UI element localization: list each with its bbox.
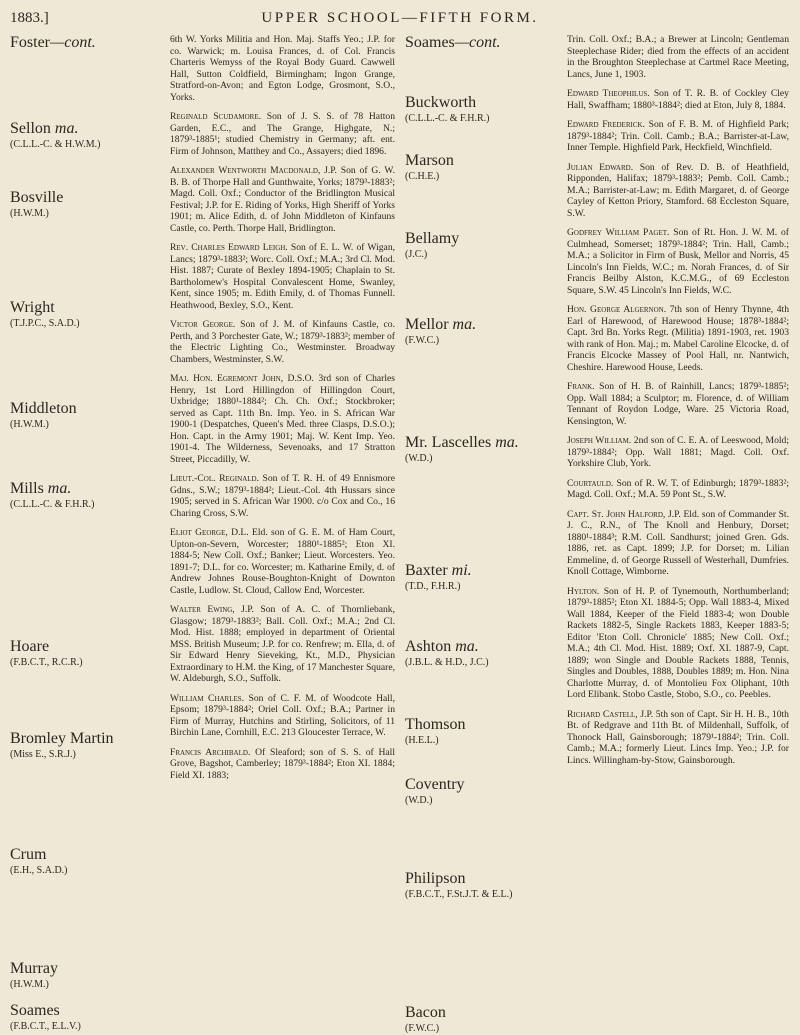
name-label: Mills ma. (C.L.L.-C. & F.H.R.) bbox=[10, 480, 95, 510]
page-title: UPPER SCHOOL—FIFTH FORM. bbox=[261, 10, 539, 26]
name-label: Ashton ma. (J.B.L. & H.D., J.C.) bbox=[405, 638, 489, 668]
name-label: Thomson (H.E.L.) bbox=[405, 716, 466, 746]
name-label: Wright (T.J.P.C., S.A.D.) bbox=[10, 299, 80, 329]
name-label: Bromley Martin (Miss E., S.R.J.) bbox=[10, 730, 114, 760]
entry-paragraph: Courtauld. Son of R. W. T. of Edinburgh; 1879³-1883²; Magd. Coll. Oxf.; M.A. 59 Pont St., S.W. bbox=[567, 477, 789, 500]
entry-paragraph: William Charles. Son of C. F. M. of Woodcote Hall, Epsom; 1879³-1884²; Oriel Coll. Oxf.; B.A.; Partner in Firm of Murray, Hutchins and Stirling, Solicitors, of 11 Birchin Lane, Cornhill, E.C. 213 Gloucester Terrace, W. bbox=[170, 692, 395, 738]
name-label: Soames (F.B.C.T., E.L.V.) bbox=[10, 1002, 81, 1032]
name-label: Baxter mi. (T.D., F.H.R.) bbox=[405, 562, 472, 592]
entry-paragraph: Rev. Charles Edward Leigh. Son of E. L. W. of Wigan, Lancs; 1879³-1883²; Worc. Coll. Oxf.; M.A.; 3rd Cl. Mod. Hist. 1887; Curate of Bexley 1894-1905; Chaplain to St. Bartholomew's Hospital Convalescent Home, Swanley, Kent, since 1905; m. Edith Emily, d. of Thomas Funnell. Heathwood, Bexley, S.O., Kent. bbox=[170, 242, 396, 311]
name-label: Foster—cont. bbox=[10, 34, 96, 51]
entry-paragraph: Capt. St. John Halford, J.P. Eld. son of Commander St. J. C., R.N., of The Knoll and Henbury, Dorset; 1880¹-1884³; R.M. Coll. Sandhurst; joined Gren. Gds. 1886, ret. as Capt. 1899; J.P. for Dorset; m. Lilian Emmeline, d. of George Russell of Westerhall, Dumfries. Knoll Cottage, Wimborne. bbox=[567, 508, 789, 577]
name-label: Philipson (F.B.C.T., F.St.J.T. & E.L.) bbox=[405, 870, 513, 900]
entry-paragraph: Edward Theophilus. Son of T. R. B. of Cockley Cley Hall, Swaffham; 1880³-1884²; died at Eton, July 8, 1884. bbox=[567, 88, 789, 111]
entry-paragraph: Alexander Wentworth Macdonald, J.P. Son of G. W. B. B. of Thorpe Hall and Gunthwaite, Yorks; 1879³-1883²; Magd. Coll. Oxf.; Conductor of the Bridlington Musical Festival; J.P. for E. Riding of Yorks, High Sheriff of Yorks 1901; m. Alice Edith, d. of John Middleton of Kinfauns Castle, co. Perth. Thorpe Hall, Bridlington. bbox=[170, 165, 395, 234]
name-label: Hoare (F.B.C.T., R.C.R.) bbox=[10, 638, 83, 668]
entry-paragraph: Trin. Coll. Oxf.; B.A.; a Brewer at Lincoln; Gentleman Steeplechase Rider; died from the effects of an accident in the Broughton Steeplechase at Cartmel Race Meeting, Lancs, June 1, 1903. bbox=[567, 34, 789, 80]
name-label: Coventry (W.D.) bbox=[405, 776, 465, 806]
entry-paragraph: Francis Archibald. Of Sleaford; son of S. S. of Hall Grove, Bagshot, Camberley; 1879³-1884²; Eton XI. 1884; Field XI. 1883; bbox=[170, 746, 395, 781]
name-label: Mr. Lascelles ma. (W.D.) bbox=[405, 434, 519, 464]
left-entries-column bbox=[170, 34, 395, 789]
page-header bbox=[0, 10, 800, 30]
entry-paragraph: Joseph William. 2nd son of C. E. A. of Leeswood, Mold; 1879³-1884²; Opp. Wall 1881; Magd. Coll. Oxf. Yorkshire Club, York. bbox=[567, 435, 789, 469]
entry-paragraph: Maj. Hon. Egremont John, D.S.O. 3rd son of Charles Henry, 1st Lord Hillingdon of Hillingdon Court, Uxbridge; 1880¹-1884²; Ch. Ch. Oxf.; Stockbroker; served as Capt. 11th Bn. Imp. Yeo. in S. African War 1900-1 (Despatches, Queen's Med. three Clasps, D.S.O.); Hon. Capt. in the Army 1901; Maj. W. Kent Imp. Yeo. 1901-4. The Wilderness, Sevenoaks, and 17 Stratton Street, Piccadilly, W. bbox=[170, 373, 395, 465]
entry-paragraph: Julian Edward. Son of Rev. D. B. of Heathfield, Ripponden, Halifax; 1879³-1883²; Pemb. Coll. Camb.; M.A.; Barrister-at-Law; m. Edith Margaret, d. of George Cayley of Ketton Priory, Stamford. 68 Eccleston Square, S.W. bbox=[567, 161, 789, 219]
name-label: Crum (E.H., S.A.D.) bbox=[10, 846, 68, 876]
name-label: Middleton (H.W.M.) bbox=[10, 400, 77, 430]
name-label: Bosville (H.W.M.) bbox=[10, 189, 64, 219]
entry-paragraph: Hylton. Son of H. P. of Tynemouth, Northumberland; 1879³-1885²; Eton XI. 1884-5; Opp. Wall 1883-4, Mixed Wall 1884, Keeper of the Field 1883-4; won Double Rackets 1882-5, Single Rackets 1883, Keeper 1883-5; Editor 'Eton Coll. Chronicle' 1885; New Coll. Oxf.; M.A.; 4th Cl. Mod. Hist. 1889; Oxf. XI. 1887-9, Capt. 1889; won Single and Double Rackets 1888, Tennis, Singles and Doubles, 1888, Doubles 1889; m. Hon. Nina Charlotte Murray, d. of Montolieu Fox Oliphant, 10th Lord Elibank. Stobo Castle, Stobo, S.O., co. Peebles. bbox=[567, 585, 789, 700]
entry-paragraph: Walter Ewing, J.P. Son of A. C. of Thornliebank, Glasgow; 1879³-1883²; Ball. Coll. Oxf.; M.A.; 2nd Cl. Mod. Hist. 1888; employed in department of Oriental MSS. British Museum; J.P. for co. Renfrew; m. Ella, d. of Sir Edward Henry Sieveking, Kt., M.D., Physician Extraordinary to H.M. the King, of 17 Manchester Square, W. Aldeburgh, S.O., Suffolk. bbox=[170, 604, 395, 684]
entry-paragraph: Hon. George Algernon. 7th son of Henry Thynne, 4th Earl of Harewood, of Harewood House; 1878³-1884²; Capt. 3rd Bn. Yorks Regt. (Militia) 1891-1903, ret. 1903 with rank of Hon. Maj.; m. Mabel Caroline Elcocke, d. of Francis Elcocke Massey of Pool Hall, nr. Nantwich, Cheshire. Harewood House, Leeds. bbox=[567, 304, 790, 373]
right-entries-column bbox=[567, 34, 789, 774]
name-label: Soames—cont. bbox=[405, 34, 501, 51]
entry-paragraph: Reginald Scudamore. Son of J. S. S. of 78 Hatton Garden, E.C., and The Grange, Highgate, N.; 1879³-1885¹; studied Chemistry in Germany; aft. ent. Firm of Johnson, Matthey and Co., Assayers; died 1896. bbox=[170, 111, 395, 157]
name-label: Buckworth (C.L.L.-C. & F.H.R.) bbox=[405, 94, 490, 124]
entry-paragraph: Lieut.-Col. Reginald. Son of T. R. H. of 49 Ennismore Gdns., S.W.; 1879³-1884²; Lieut.-Col. 4th Hussars since 1905; served in S. African War 1900. c/o Cox and Co., 16 Charing Cross, S.W. bbox=[170, 473, 395, 519]
entry-paragraph: Richard Castell, J.P. 5th son of Capt. Sir H. H. B., 10th Bt. of Redgrave and 11th Bt. of Mildenhall, Suffolk, of Thonock Hall, Gainsborough; 1879¹-1884²; Trin. Coll. Camb.; M.A.; formerly Lieut. Lincs Imp. Yeo.; J.P. for Lincs. Willingham-by-Stow, Gainsborough. bbox=[567, 708, 789, 766]
entry-paragraph: Eliot George, D.L. Eld. son of G. E. M. of Ham Court, Upton-on-Severn, Worcester; 1880¹-1885²; Eton XI. 1884-5; New Coll. Oxf.; Banker; Lieut. Worcesters. Yeo. 1891-7; D.L. for co. Worcester; m. Katharine Emily, d. of Andrew Johnes Rouse-Boughton-Knight of Downton Castle, Ludlow. St. Cloud, Callow End, Worcester. bbox=[170, 527, 395, 596]
name-label: Sellon ma. (C.L.L.-C. & H.W.M.) bbox=[10, 120, 101, 150]
entry-paragraph: Frank. Son of H. B. of Rainhill, Lancs; 1879³-1885²; Opp. Wall 1884; a Sculptor; m. Florence, d. of William Tennant of Roydon Lodge, Ware. 25 Victoria Road, Kensington, W. bbox=[567, 381, 789, 427]
name-label: Marson (C.H.E.) bbox=[405, 152, 454, 182]
entry-paragraph: Victor George. Son of J. M. of Kinfauns Castle, co. Perth, and 3 Porchester Gate, W.; 1879³-1883²; member of the Electric Lighting Co., Westminster. Broadway Chambers, Westminster, S.W. bbox=[170, 319, 396, 365]
entry-paragraph: Godfrey William Paget. Son of Rt. Hon. J. W. M. of Culmhead, Somerset; 1879³-1884²; Trin. Hall, Camb.; M.A.; a Solicitor in Firm of Busk, Mellor and Norris, 45 Lincoln's Inn Fields, W.C.; m. Norah Frances, d. of Sir Francis Beilby Alston, K.C.M.G., of 69 Eccleston Square, S.W. 45 Lincoln's Inn Fields, W.C. bbox=[567, 227, 790, 296]
entry-paragraph: Edward Frederick. Son of F. B. M. of Highfield Park; 1879³-1884²; Trin. Coll. Camb.; B.A.; Barrister-at-Law, Inner Temple. Highfield Park, Heckfield, Winchfield. bbox=[567, 119, 789, 153]
name-label: Mellor ma. (F.W.C.) bbox=[405, 316, 477, 346]
name-label: Bacon (F.W.C.) bbox=[405, 1004, 446, 1034]
page-year: 1883.] bbox=[10, 10, 49, 26]
entry-paragraph: 6th W. Yorks Militia and Hon. Maj. Staffs Yeo.; J.P. for co. Warwick; m. Louisa Frances, d. of Col. Francis Charteris Wemyss of the Royal Body Guard. Cawwell Hall, Sutton Coldfield, Birmingham; Ingon Grange, Stratford-on-Avon; and Egton Lodge, Grosmont, S.O., Yorks. bbox=[170, 34, 395, 103]
name-label: Bellamy (J.C.) bbox=[405, 230, 460, 260]
name-label: Murray (H.W.M.) bbox=[10, 960, 58, 990]
